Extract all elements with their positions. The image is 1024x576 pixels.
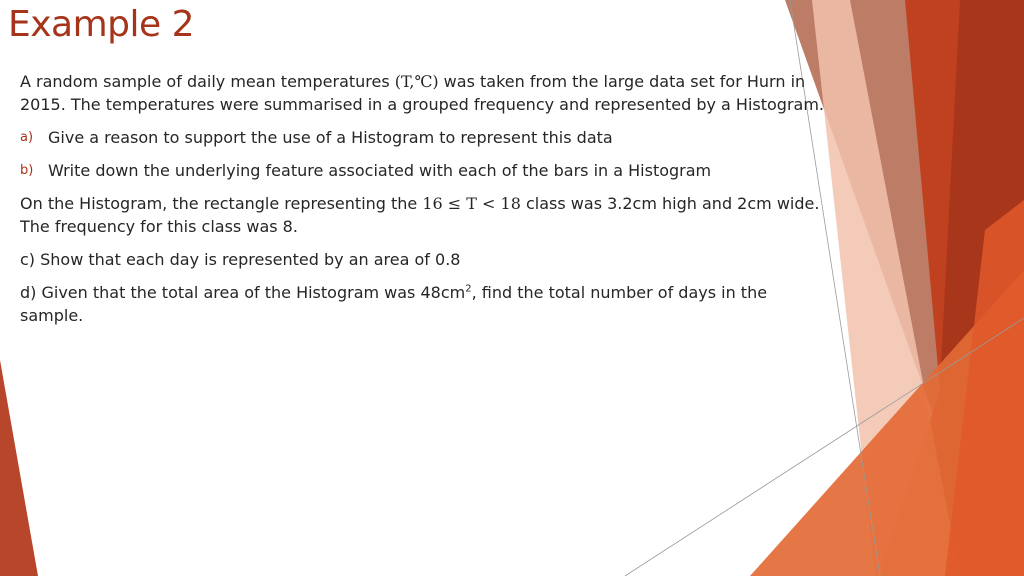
intro-paragraph: [20, 70, 835, 116]
list-item-b: [20, 159, 835, 182]
histogram-text-start: On the Histogram, the rectangle representing the: [20, 194, 423, 213]
slide-content: [20, 70, 835, 337]
part-d-text-start: d) Given that the total area of the Histogram was 48cm: [20, 283, 466, 302]
list-item-label: b): [20, 163, 34, 178]
list-item-text: Write down the underlying feature associated with each of the bars in a Histogram: [48, 161, 712, 180]
list-item-label: a): [20, 130, 34, 145]
intro-text-start: A random sample of daily mean temperatures: [20, 72, 395, 91]
part-d-superscript: 2: [465, 283, 472, 295]
intro-math: (T,℃): [394, 72, 439, 91]
left-edge-shape: [0, 360, 38, 576]
histogram-math: 16 ≤ T < 18: [422, 194, 521, 213]
list-item-text: Give a reason to support the use of a Histogram to represent this data: [48, 128, 613, 147]
histogram-text-end: class was 3.2cm high and 2cm wide. The frequency for this class was 8.: [20, 194, 820, 236]
part-c-paragraph: c) Show that each day is represented by an area of 0.8: [20, 250, 461, 269]
list-item-a: [20, 126, 835, 149]
part-d-paragraph: [20, 281, 835, 327]
histogram-paragraph: [20, 192, 835, 238]
part-d-text-end: , find the total number of days in the sample.: [20, 283, 768, 325]
slide-title: Example 2: [8, 4, 195, 45]
intro-text-end: was taken from the large data set for Hurn in 2015. The temperatures were summarised in a grouped frequency and represented by a Histogram.: [20, 72, 825, 114]
